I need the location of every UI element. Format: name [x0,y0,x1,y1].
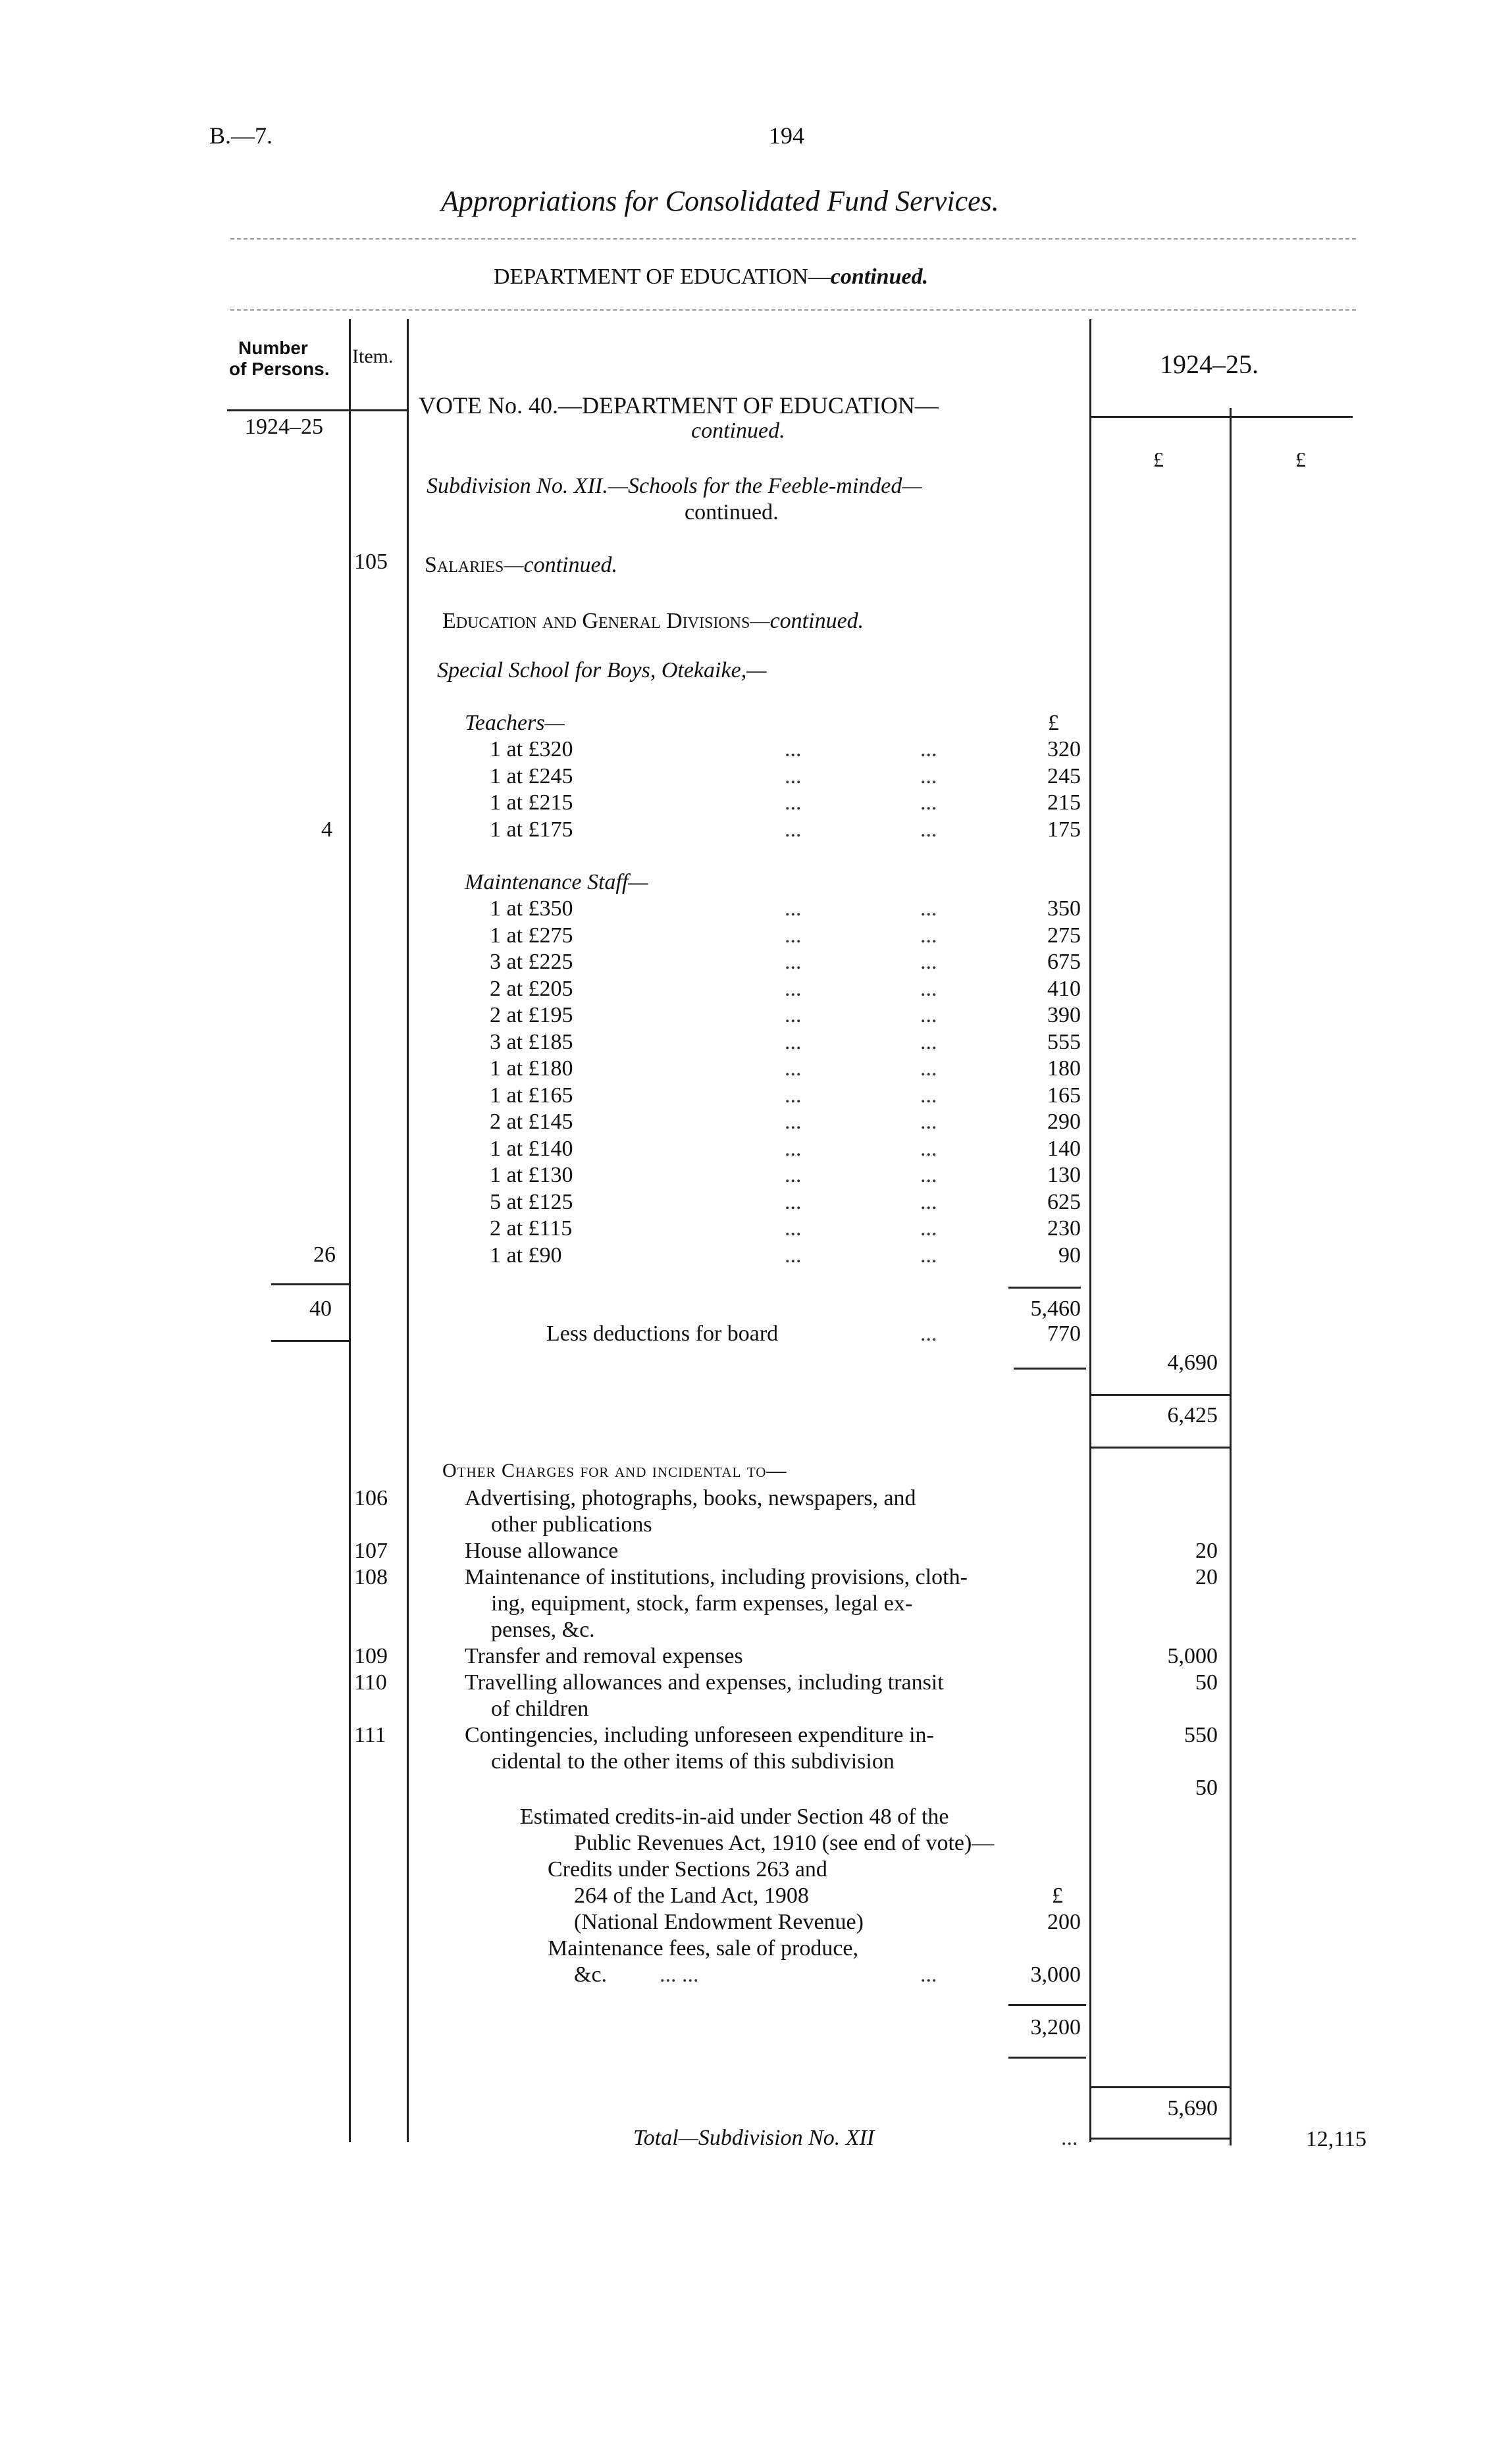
salary-amount: 140 [1047,1136,1081,1161]
credits-line-1: Estimated credits-in-aid under Section 48 of the [520,1805,949,1829]
other-charge-description: Advertising, photographs, books, newspapers, and [465,1486,916,1510]
salary-rate: 5 at £125 [490,1189,573,1214]
divisions-heading [442,609,864,634]
salary-leader: ... [920,1163,937,1187]
other-charge-item-number: 110 [354,1670,387,1695]
other-charge-description: penses, &c. [491,1618,595,1642]
salary-amount: 275 [1047,923,1081,948]
persons-header-line2: of Persons. [229,359,330,379]
salary-rate: 1 at £215 [490,790,573,815]
salary-amount: 555 [1047,1029,1081,1054]
other-charge-item-number: 107 [354,1539,388,1563]
department-name: DEPARTMENT OF EDUCATION— [494,265,831,289]
salary-amount: 130 [1047,1163,1081,1187]
page-title: Appropriations for Consolidated Fund Services. [441,185,999,217]
salary-leader: ... [920,1056,937,1081]
amount-column-rule [1230,408,1232,2145]
salary-rate: 1 at £140 [490,1136,573,1161]
total-persons: 40 [309,1296,332,1321]
credits-total-rule-top [1008,2004,1086,2006]
maintenance-count: 26 [313,1243,336,1267]
persons-year: 1924–25 [245,415,323,439]
other-charge-amount: 50 [1195,1776,1218,1800]
salary-leader: ... [920,817,937,842]
salary-rate: 2 at £195 [490,1003,573,1027]
salary-leader: ... [920,790,937,815]
salary-amount: 675 [1047,950,1081,974]
other-charge-amount: 20 [1195,1539,1218,1563]
salaries-total-rule-top [1089,1394,1230,1396]
credits-line-6: Maintenance fees, sale of produce, [548,1936,858,1961]
salary-rate: 1 at £320 [490,737,573,761]
persons-total-rule [271,1340,349,1342]
teachers-pound-sign: £ [1048,711,1059,735]
salary-leader: ... [920,1243,937,1268]
salaries-item-number: 105 [354,550,388,574]
department-divider [230,309,1356,311]
salary-leader: ... [920,1003,937,1027]
salary-amount: 320 [1047,737,1081,761]
salary-rate: 3 at £225 [490,950,573,974]
year-header-rule [1089,416,1353,418]
salary-rate: 2 at £145 [490,1110,573,1134]
salary-rate: 1 at £245 [490,763,573,788]
salary-leader: ... [785,1189,802,1214]
salary-leader: ... [920,896,937,921]
salary-leader: ... [785,1029,802,1054]
other-charges-heading: Other Charges for and incidental to— [442,1460,787,1481]
item-column-rule [407,319,409,2142]
credits-total: 3,200 [1030,2015,1081,2040]
salary-leader: ... [920,950,937,974]
salary-leader: ... [920,923,937,948]
less-deductions-leader: ... [920,1322,937,1346]
credits-line-4: 264 of the Land Act, 1908 [574,1884,809,1908]
credits-fees-amount: 3,000 [1030,1963,1081,1987]
other-charge-amount: 550 [1184,1723,1218,1747]
document-ref: B.—7. [209,122,273,149]
other-charges-total: 5,690 [1167,2096,1218,2120]
salary-leader: ... [785,737,802,761]
salary-rate: 1 at £275 [490,923,573,948]
salaries-heading-label: Salaries [425,553,504,577]
other-charge-description: cidental to the other items of this subdivision [491,1749,895,1774]
salary-amount: 90 [1058,1243,1081,1268]
salary-amount: 290 [1047,1110,1081,1134]
other-charge-description: Maintenance of institutions, including provisions, cloth- [465,1565,968,1589]
credits-leader: ... ... [660,1963,699,1987]
divisions-heading-label: Education and General Divisions [442,609,750,633]
pound-column-2: £ [1295,448,1306,471]
header-divider [230,238,1356,240]
salary-rate: 1 at £180 [490,1056,573,1081]
year-header: 1924–25. [1160,349,1259,379]
department-suffix: continued. [830,265,929,289]
grand-total: 12,115 [1305,2127,1366,2151]
credits-line-5: (National Endowment Revenue) [574,1910,864,1934]
gross-total: 5,460 [1030,1296,1081,1321]
salary-rate: 1 at £165 [490,1083,573,1108]
salary-leader: ... [920,763,937,788]
salary-rate: 2 at £115 [490,1216,573,1241]
salary-leader: ... [920,976,937,1001]
persons-column-rule [349,319,351,2142]
subdivision-total-label: Total—Subdivision No. XII [633,2126,875,2150]
salary-amount: 625 [1047,1189,1081,1214]
other-charge-amount: 50 [1195,1670,1218,1695]
salary-rate: 1 at £90 [490,1243,562,1268]
salary-leader: ... [785,1163,802,1187]
salary-leader: ... [920,1110,937,1134]
salary-leader: ... [920,1136,937,1161]
teachers-heading: Teachers— [465,711,565,735]
salary-leader: ... [785,1243,802,1268]
net-rule [1014,1368,1086,1370]
salaries-subtotal-rule [1008,1287,1081,1289]
salary-leader: ... [785,1216,802,1241]
other-charge-item-number: 108 [354,1565,388,1589]
salary-leader: ... [785,896,802,921]
other-charge-description: Travelling allowances and expenses, including transit [465,1670,944,1695]
salary-leader: ... [920,1216,937,1241]
salary-leader: ... [920,1189,937,1214]
salary-leader: ... [785,950,802,974]
less-deductions-label: Less deductions for board [546,1322,779,1346]
other-charge-description: Contingencies, including unforeseen expenditure in- [465,1723,934,1747]
credits-line-3: Credits under Sections 263 and [548,1857,827,1882]
salary-leader: ... [785,1136,802,1161]
salary-amount: 390 [1047,1003,1081,1027]
salary-leader: ... [785,1110,802,1134]
subdivision-total-leader: ... [1061,2126,1078,2150]
teachers-count: 4 [321,817,332,842]
salary-amount: 165 [1047,1083,1081,1108]
salary-amount: 175 [1047,817,1081,842]
salaries-total-rule-bottom [1089,1447,1230,1449]
salary-rate: 3 at £185 [490,1029,573,1054]
salary-leader: ... [785,976,802,1001]
other-charge-description: ing, equipment, stock, farm expenses, legal ex- [491,1591,913,1616]
divisions-heading-continued: —continued. [750,609,864,633]
school-name: Special School for Boys, Otekaike,— [437,658,767,682]
salary-amount: 215 [1047,790,1081,815]
subdivision-continued: continued. [685,500,779,525]
other-total-rule-bottom [1089,2138,1230,2140]
page-number: 194 [769,122,804,149]
salary-rate: 1 at £350 [490,896,573,921]
other-charge-description: Transfer and removal expenses [465,1644,743,1668]
salary-leader: ... [920,1083,937,1108]
other-charge-description: of children [491,1697,589,1721]
other-charge-item-number: 106 [354,1486,388,1510]
department-heading [494,265,928,290]
salaries-heading-continued: —continued. [504,553,618,577]
salary-leader: ... [920,737,937,761]
subdivision-title: Subdivision No. XII.—Schools for the Feeble-minded— [427,474,922,498]
vote-title: VOTE No. 40.—DEPARTMENT OF EDUCATION— [419,392,939,419]
salary-amount: 410 [1047,976,1081,1001]
other-total-rule-top [1089,2086,1230,2088]
persons-subtotal-rule [271,1283,349,1285]
pound-column-1: £ [1153,448,1164,471]
salaries-heading [425,553,617,578]
item-header-rule [349,409,407,411]
salary-leader: ... [785,763,802,788]
other-charge-amount: 5,000 [1167,1644,1218,1668]
vote-title-continued: continued. [691,419,785,443]
salary-leader: ... [920,1029,937,1054]
less-deductions-amount: 770 [1047,1322,1081,1346]
salary-rate: 2 at £205 [490,976,573,1001]
description-column-rule [1089,319,1091,2142]
persons-header-line1: Number [238,338,308,358]
salary-leader: ... [785,1003,802,1027]
other-charge-description: other publications [491,1512,652,1537]
credits-leader-2: ... [920,1963,937,1987]
persons-header-rule [227,409,349,411]
salary-leader: ... [785,923,802,948]
credits-pound-sign: £ [1052,1884,1063,1908]
salary-amount: 245 [1047,763,1081,788]
salary-rate: 1 at £175 [490,817,573,842]
other-charge-description: House allowance [465,1539,619,1563]
credits-line-2: Public Revenues Act, 1910 (see end of vote)— [574,1831,995,1855]
salary-amount: 230 [1047,1216,1081,1241]
credits-total-rule-bottom [1008,2057,1086,2059]
salary-amount: 180 [1047,1056,1081,1081]
maintenance-heading: Maintenance Staff— [465,870,648,894]
salary-rate: 1 at £130 [490,1163,573,1187]
net-salaries: 4,690 [1167,1350,1218,1375]
salary-amount: 350 [1047,896,1081,921]
salary-leader: ... [785,817,802,842]
credits-land-act-amount: 200 [1047,1910,1081,1934]
other-charge-amount: 20 [1195,1565,1218,1589]
other-charge-item-number: 111 [354,1723,386,1747]
salaries-total: 6,425 [1167,1403,1218,1427]
salary-leader: ... [785,790,802,815]
item-header: Item. [352,346,394,367]
credits-line-7: &c. [574,1963,608,1987]
salary-leader: ... [785,1083,802,1108]
salary-leader: ... [785,1056,802,1081]
other-charge-item-number: 109 [354,1644,388,1668]
